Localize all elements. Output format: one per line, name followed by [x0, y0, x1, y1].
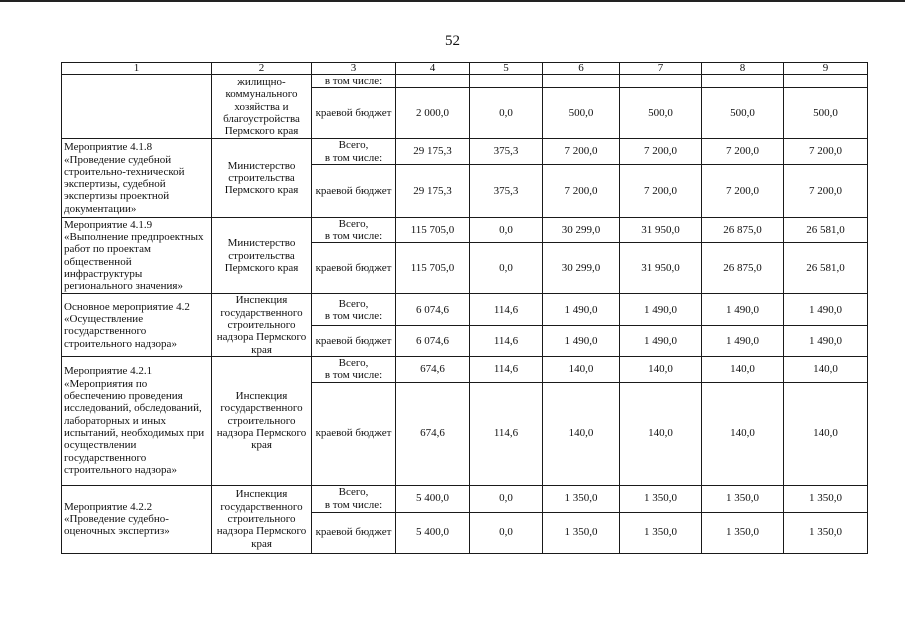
value-cell: 1 350,0: [784, 512, 868, 553]
value-cell: [784, 75, 868, 88]
activity-name-cell: Основное мероприятие 4.2 «Осуществление государственного строительного надзора»: [62, 294, 212, 356]
value-cell: 140,0: [702, 382, 784, 485]
value-cell: 0,0: [470, 217, 543, 243]
activity-name-cell: Мероприятие 4.1.9 «Выполнение предпроектных работ по проектам общественной инфраструктуры регионального значения»: [62, 217, 212, 294]
executor-cell: Инспекция государственного строительного надзора Пермского края: [212, 356, 312, 485]
table-row: [62, 294, 868, 326]
executor-cell: Министерство строительства Пермского края: [212, 217, 312, 294]
total-label: Всего, в том числе:: [312, 485, 396, 512]
value-cell: 115 705,0: [396, 217, 470, 243]
value-cell: [543, 75, 620, 88]
value-cell: 140,0: [784, 356, 868, 382]
value-cell: 140,0: [543, 356, 620, 382]
value-cell: 26 581,0: [784, 243, 868, 294]
value-cell: 140,0: [784, 382, 868, 485]
table-row: [62, 139, 868, 165]
value-cell: 140,0: [543, 382, 620, 485]
activity-name-cell: Мероприятие 4.2.2 «Проведение судебно-оценочных экспертиз»: [62, 485, 212, 553]
value-cell: 7 200,0: [543, 139, 620, 165]
value-cell: 6 074,6: [396, 326, 470, 357]
value-cell: 1 490,0: [702, 326, 784, 357]
column-header: 9: [784, 63, 868, 75]
activity-name-cell: Мероприятие 4.1.8 «Проведение судебной строительно-технической экспертизы, судебной экспертизы проектной документации»: [62, 139, 212, 218]
value-cell: 0,0: [470, 485, 543, 512]
column-header: 5: [470, 63, 543, 75]
column-header: 8: [702, 63, 784, 75]
value-cell: 1 350,0: [620, 512, 702, 553]
value-cell: 7 200,0: [702, 139, 784, 165]
source-label: краевой бюджет: [312, 243, 396, 294]
value-cell: 1 490,0: [543, 294, 620, 326]
source-label: краевой бюджет: [312, 382, 396, 485]
value-cell: 1 350,0: [543, 485, 620, 512]
column-header: 4: [396, 63, 470, 75]
column-header: 1: [62, 63, 212, 75]
value-cell: 500,0: [620, 88, 702, 139]
value-cell: [396, 75, 470, 88]
source-label: краевой бюджет: [312, 512, 396, 553]
column-header: 7: [620, 63, 702, 75]
page-number: 52: [445, 33, 460, 49]
value-cell: 140,0: [702, 356, 784, 382]
value-cell: 114,6: [470, 294, 543, 326]
value-cell: 114,6: [470, 356, 543, 382]
value-cell: [470, 75, 543, 88]
column-header: 6: [543, 63, 620, 75]
value-cell: 7 200,0: [543, 164, 620, 217]
value-cell: 140,0: [620, 356, 702, 382]
value-cell: 26 581,0: [784, 217, 868, 243]
value-cell: 115 705,0: [396, 243, 470, 294]
column-number-row: [62, 63, 868, 75]
value-cell: 1 490,0: [702, 294, 784, 326]
value-cell: 1 490,0: [784, 326, 868, 357]
activity-name-cell: Мероприятие 4.2.1 «Мероприятия по обеспечению проведения исследований, обследований, лабораторных и иных испытаний, необходимых при осуществлении государственного строительного надзора»: [62, 356, 212, 485]
value-cell: 7 200,0: [784, 139, 868, 165]
page-top-edge: [0, 0, 905, 2]
value-cell: 26 875,0: [702, 217, 784, 243]
value-cell: 5 400,0: [396, 512, 470, 553]
value-cell: 674,6: [396, 382, 470, 485]
total-label: Всего, в том числе:: [312, 294, 396, 326]
column-header: 3: [312, 63, 396, 75]
value-cell: 1 350,0: [702, 512, 784, 553]
table-row: [62, 485, 868, 512]
value-cell: 31 950,0: [620, 243, 702, 294]
value-cell: 1 350,0: [702, 485, 784, 512]
value-cell: 31 950,0: [620, 217, 702, 243]
value-cell: [620, 75, 702, 88]
source-label: краевой бюджет: [312, 326, 396, 357]
value-cell: 114,6: [470, 326, 543, 357]
value-cell: 1 490,0: [620, 294, 702, 326]
value-cell: [702, 75, 784, 88]
value-cell: 0,0: [470, 512, 543, 553]
value-cell: 375,3: [470, 164, 543, 217]
total-label: Всего, в том числе:: [312, 217, 396, 243]
executor-cell: Министерство строительства Пермского края: [212, 139, 312, 218]
value-cell: 1 490,0: [620, 326, 702, 357]
source-label: краевой бюджет: [312, 88, 396, 139]
total-label: Всего, в том числе:: [312, 356, 396, 382]
value-cell: 30 299,0: [543, 217, 620, 243]
value-cell: 1 350,0: [620, 485, 702, 512]
table-row: [62, 75, 868, 88]
value-cell: 0,0: [470, 88, 543, 139]
value-cell: 1 490,0: [543, 326, 620, 357]
budget-table: [61, 62, 868, 554]
value-cell: 7 200,0: [620, 164, 702, 217]
value-cell: 26 875,0: [702, 243, 784, 294]
column-header: 2: [212, 63, 312, 75]
executor-cell: жилищно-коммунального хозяйства и благоустройства Пермского края: [212, 75, 312, 139]
value-cell: 375,3: [470, 139, 543, 165]
value-cell: 1 350,0: [543, 512, 620, 553]
value-cell: 500,0: [702, 88, 784, 139]
value-cell: 7 200,0: [784, 164, 868, 217]
including-label: в том числе:: [312, 75, 396, 88]
table-row: [62, 217, 868, 243]
executor-cell: Инспекция государственного строительного надзора Пермского края: [212, 485, 312, 553]
value-cell: 5 400,0: [396, 485, 470, 512]
value-cell: 1 490,0: [784, 294, 868, 326]
total-label: Всего, в том числе:: [312, 139, 396, 165]
executor-cell: Инспекция государственного строительного надзора Пермского края: [212, 294, 312, 356]
value-cell: 7 200,0: [702, 164, 784, 217]
value-cell: 29 175,3: [396, 139, 470, 165]
value-cell: 0,0: [470, 243, 543, 294]
value-cell: 114,6: [470, 382, 543, 485]
value-cell: 500,0: [784, 88, 868, 139]
table-row: [62, 356, 868, 382]
value-cell: 1 350,0: [784, 485, 868, 512]
value-cell: 500,0: [543, 88, 620, 139]
value-cell: 140,0: [620, 382, 702, 485]
value-cell: 7 200,0: [620, 139, 702, 165]
value-cell: 30 299,0: [543, 243, 620, 294]
value-cell: 2 000,0: [396, 88, 470, 139]
value-cell: 674,6: [396, 356, 470, 382]
value-cell: 29 175,3: [396, 164, 470, 217]
value-cell: 6 074,6: [396, 294, 470, 326]
activity-name-cell: [62, 75, 212, 139]
source-label: краевой бюджет: [312, 164, 396, 217]
